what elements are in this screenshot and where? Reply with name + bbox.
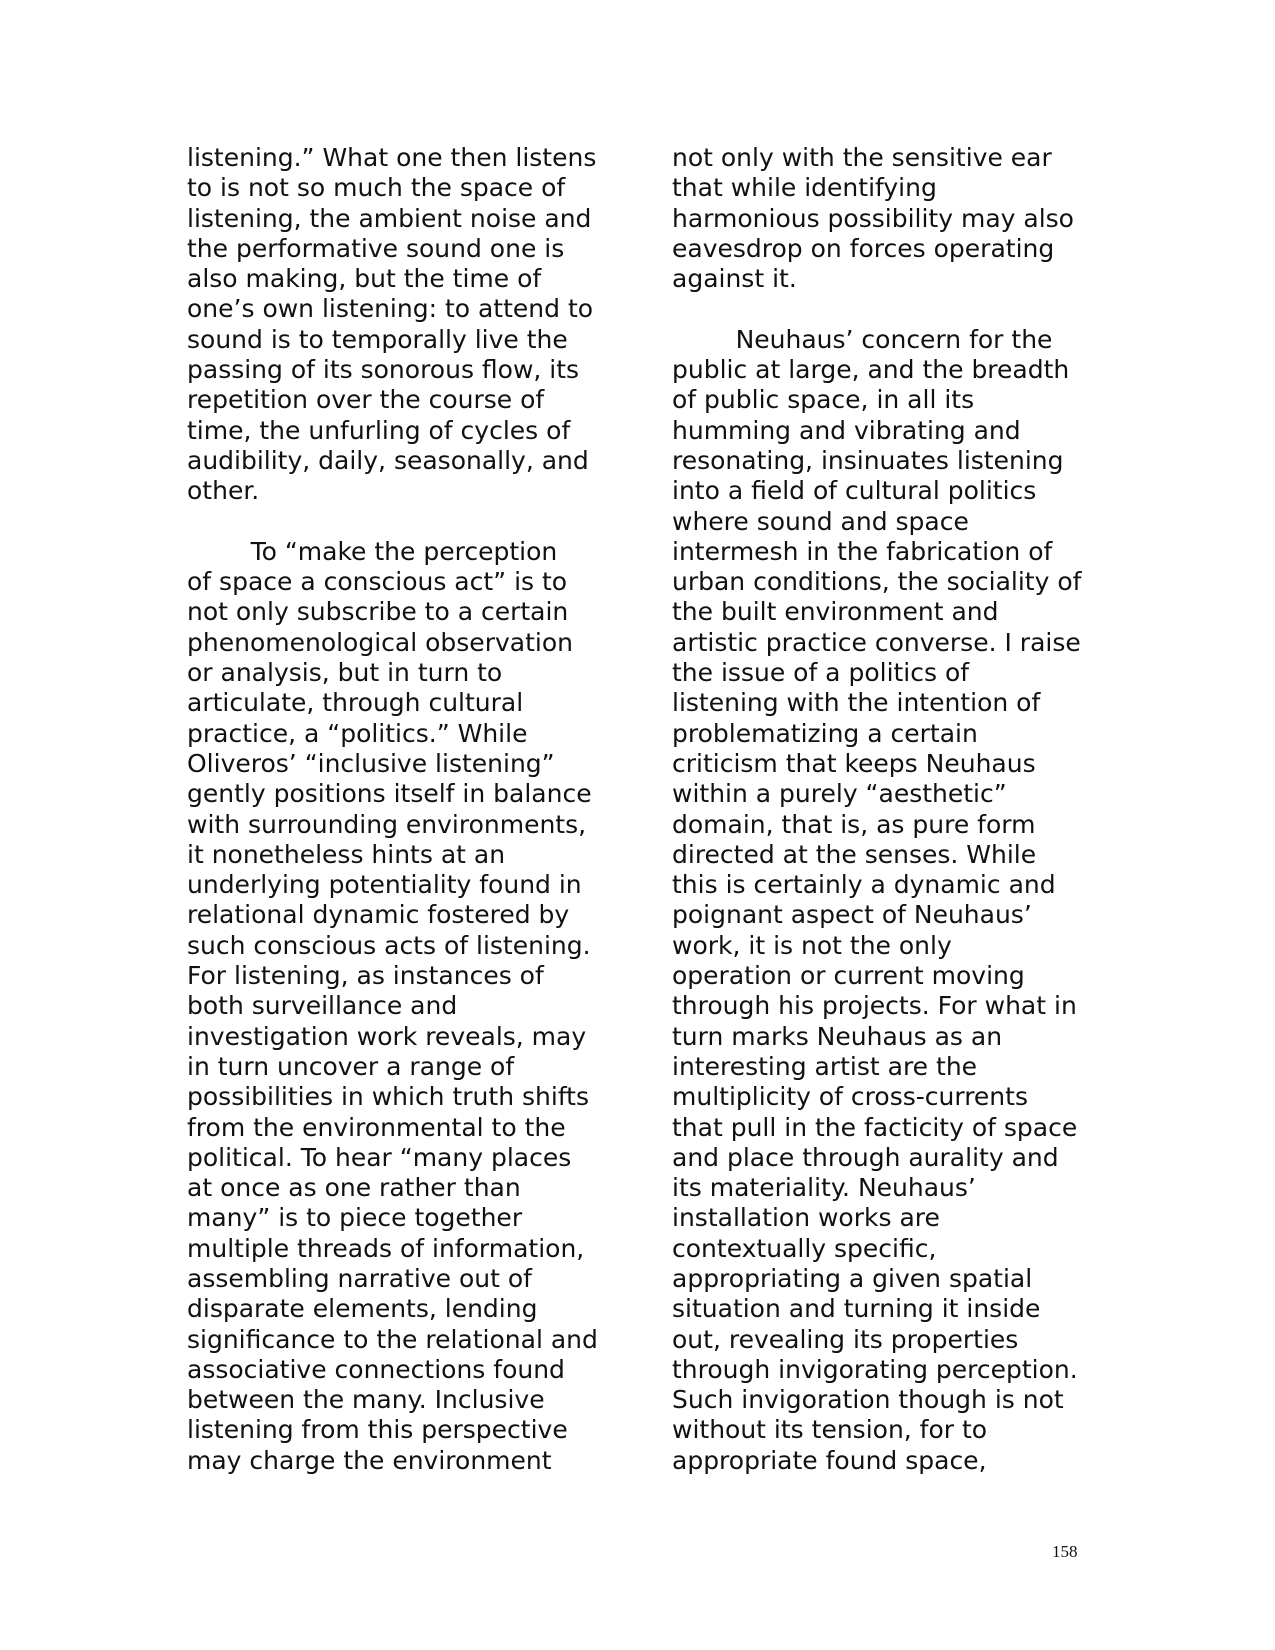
text-line: time, the unfurling of cycles of xyxy=(187,415,571,445)
text-line: interesting artist are the xyxy=(672,1051,978,1081)
text-line: problematizing a certain xyxy=(672,718,978,748)
text-line: not only subscribe to a certain xyxy=(187,597,569,627)
text-line: against it. xyxy=(672,264,797,294)
text-line: listening.” What one then listens xyxy=(187,143,597,172)
text-line: directed at the senses. While xyxy=(672,839,1037,869)
text-line: within a purely “aesthetic” xyxy=(672,779,1007,809)
text-line: through invigorating perception. xyxy=(672,1354,1078,1384)
text-line: out, revealing its properties xyxy=(672,1324,1019,1354)
text-line: harmonious possibility may also xyxy=(672,203,1074,233)
text-line: of public space, in all its xyxy=(672,385,975,415)
text-line: where sound and space xyxy=(672,506,969,536)
text-line: many” is to piece together xyxy=(187,1203,523,1233)
text-line: and place through aurality and xyxy=(672,1142,1059,1172)
text-line: such conscious acts of listening. xyxy=(187,930,591,960)
text-line: work, it is not the only xyxy=(672,930,952,960)
text-line: the performative sound one is xyxy=(187,233,565,263)
text-line: from the environmental to the xyxy=(187,1112,566,1142)
text-line: artistic practice converse. I raise xyxy=(672,627,1081,657)
text-line: this is certainly a dynamic and xyxy=(672,870,1056,900)
text-line: listening with the intention of xyxy=(672,688,1041,718)
text-line: possibilities in which truth shifts xyxy=(187,1082,590,1112)
text-line: turn marks Neuhaus as an xyxy=(672,1021,1003,1051)
text-line: the issue of a politics of xyxy=(672,658,970,688)
text-line: appropriating a given spatial xyxy=(672,1263,1033,1293)
text-line: articulate, through cultural xyxy=(187,688,524,718)
text-line: practice, a “politics.” While xyxy=(187,718,528,748)
text-line: one’s own listening: to attend to xyxy=(187,294,594,324)
text-line: Oliveros’ “inclusive listening” xyxy=(187,748,555,778)
text-line: relational dynamic fostered by xyxy=(187,900,570,930)
text-line: the built environment and xyxy=(672,597,999,627)
text-line: resonating, insinuates listening xyxy=(672,445,1064,475)
right-text-column xyxy=(672,143,1122,1476)
page-number: 158 xyxy=(1052,1542,1078,1561)
text-line: sound is to temporally live the xyxy=(187,324,568,354)
text-line: public at large, and the breadth xyxy=(672,355,1070,385)
text-line: disparate elements, lending xyxy=(187,1294,538,1324)
text-line: with surrounding environments, xyxy=(187,809,587,839)
text-line: not only with the sensitive ear xyxy=(672,143,1052,172)
text-line: phenomenological observation xyxy=(187,627,573,657)
text-line: of space a conscious act” is to xyxy=(187,567,568,597)
text-line: political. To hear “many places xyxy=(187,1142,572,1172)
left-text-column xyxy=(187,143,627,1476)
text-line: its materiality. Neuhaus’ xyxy=(672,1173,976,1203)
text-line: significance to the relational and xyxy=(187,1324,598,1354)
text-line xyxy=(187,507,627,537)
text-line: repetition over the course of xyxy=(187,385,545,415)
text-line: humming and vibrating and xyxy=(672,415,1021,445)
text-line xyxy=(672,294,1122,324)
text-line: into a field of cultural politics xyxy=(672,476,1037,506)
text-line: To “make the perception xyxy=(187,536,558,566)
text-line: or analysis, but in turn to xyxy=(187,658,503,688)
text-line: listening from this perspective xyxy=(187,1415,568,1445)
text-line: investigation work reveals, may xyxy=(187,1021,587,1051)
text-line: without its tension, for to xyxy=(672,1415,988,1445)
text-line: situation and turning it inside xyxy=(672,1294,1041,1324)
text-line: in turn uncover a range of xyxy=(187,1051,515,1081)
text-line: at once as one rather than xyxy=(187,1173,521,1203)
text-line: both surveillance and xyxy=(187,991,458,1021)
text-line: urban conditions, the sociality of xyxy=(672,567,1082,597)
text-line: that pull in the facticity of space xyxy=(672,1112,1078,1142)
text-line: to is not so much the space of xyxy=(187,173,566,203)
text-line: eavesdrop on forces operating xyxy=(672,233,1055,263)
text-line: criticism that keeps Neuhaus xyxy=(672,748,1036,778)
text-line: audibility, daily, seasonally, and xyxy=(187,445,589,475)
text-line: gently positions itself in balance xyxy=(187,779,592,809)
text-line: assembling narrative out of xyxy=(187,1263,532,1293)
text-line: contextually specific, xyxy=(672,1233,937,1263)
text-line: Neuhaus’ concern for the xyxy=(672,324,1053,354)
text-line: appropriate found space, xyxy=(672,1445,987,1475)
text-line: between the many. Inclusive xyxy=(187,1385,545,1415)
text-line: associative connections found xyxy=(187,1354,565,1384)
text-line: it nonetheless hints at an xyxy=(187,839,506,869)
text-line: installation works are xyxy=(672,1203,940,1233)
text-line: multiplicity of cross-currents xyxy=(672,1082,1028,1112)
text-line: passing of its sonorous flow, its xyxy=(187,355,580,385)
text-line: multiple threads of information, xyxy=(187,1233,585,1263)
text-line: also making, but the time of xyxy=(187,264,542,294)
text-line: underlying potentiality found in xyxy=(187,870,582,900)
text-line: that while identifying xyxy=(672,173,937,203)
text-line: poignant aspect of Neuhaus’ xyxy=(672,900,1032,930)
text-line: other. xyxy=(187,476,260,506)
text-line: intermesh in the fabrication of xyxy=(672,536,1053,566)
text-line: may charge the environment xyxy=(187,1445,552,1475)
text-line: operation or current moving xyxy=(672,961,1025,991)
text-line: domain, that is, as pure form xyxy=(672,809,1036,839)
text-line: Such invigoration though is not xyxy=(672,1385,1064,1415)
text-line: listening, the ambient noise and xyxy=(187,203,592,233)
text-line: For listening, as instances of xyxy=(187,961,544,991)
text-line: through his projects. For what in xyxy=(672,991,1077,1021)
